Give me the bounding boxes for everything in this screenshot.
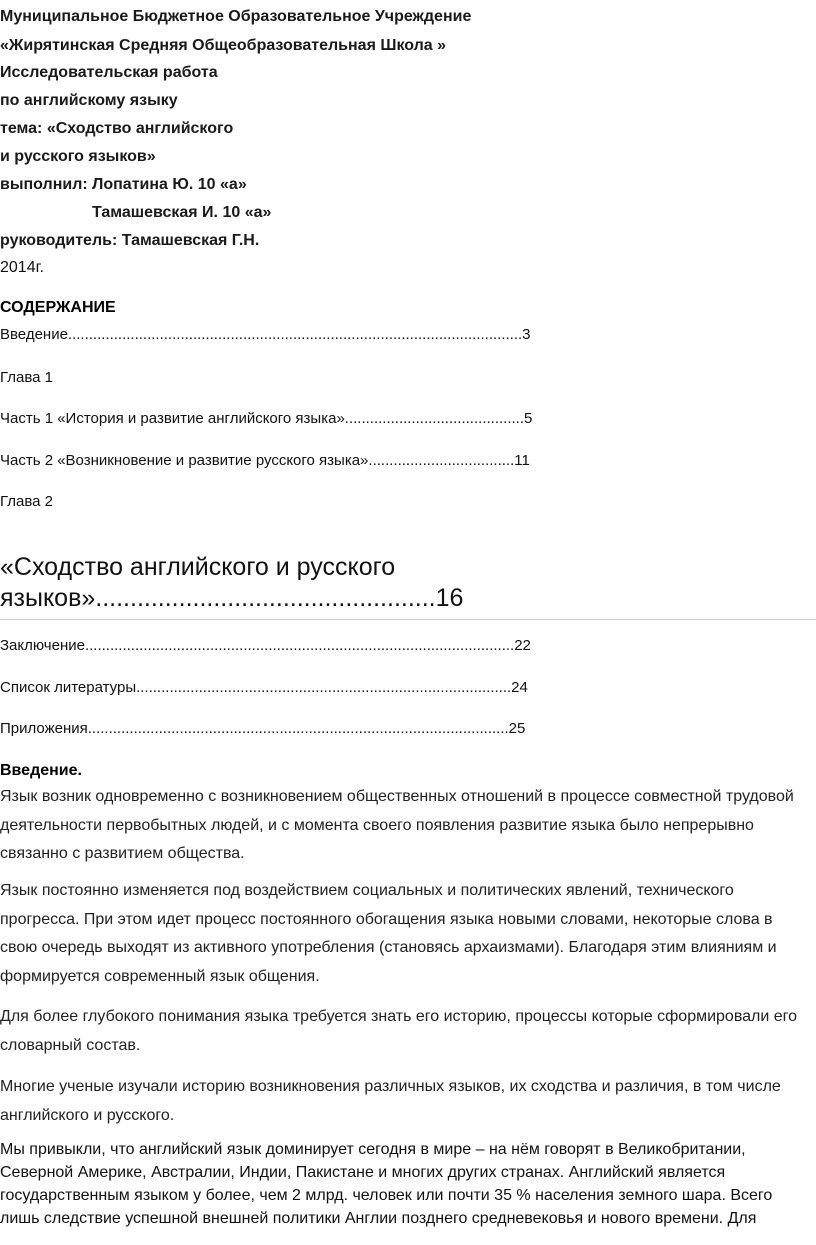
author-line-2: Тамашевская И. 10 «а» xyxy=(92,204,272,221)
toc-item-part-1: Часть 1 «История и развитие английского языка»...........................................5 xyxy=(0,410,533,427)
topic-line-2: и русского языков» xyxy=(0,148,156,165)
toc-item-literature: Список литературы..........................................................................................24 xyxy=(0,679,528,696)
toc-big-title-line-1: «Сходство английского и русского xyxy=(0,553,396,581)
intro-heading: Введение. xyxy=(0,762,82,779)
school-name-line-2: «Жирятинская Средняя Общеобразовательная Школа » xyxy=(0,37,447,54)
intro-paragraph-5: Мы привыкли, что английский язык доминирует сегодня в мире – на нём говорят в Великобритании, Северной Америке, Австралии, Индии, Пакистане и многих других странах. Английский является государственным языком у более, чем 2 млрд. человек или почти 35 % населения земного шара. Всего лишь следствие успешной внешней политики Англии позднего средневековья и нового времени. Для xyxy=(0,1141,773,1227)
year-line: 2014г. xyxy=(0,259,44,276)
work-type-line: Исследовательская работа xyxy=(0,64,218,81)
intro-paragraph-2: Язык постоянно изменяется под воздействием социальных и политических явлений, технического прогресса. При этом идет процесс постоянного обогащения языка новыми словами, некоторые слова в свою очередь выходят из активного употребления (становясь архаизмами). Благодаря этим влияниям и формируется современный язык общения. xyxy=(0,882,777,985)
supervisor-line: руководитель: Тамашевская Г.Н. xyxy=(0,232,260,249)
toc-item-intro: Введение.............................................................................................................3 xyxy=(0,326,531,343)
intro-paragraph-4: Многие ученые изучали историю возникновения различных языков, их сходства и различия, в том числе английского и русского. xyxy=(0,1078,781,1124)
toc-chapter-1: Глава 1 xyxy=(0,369,54,386)
toc-big-title-line-2: языков».................................................16 xyxy=(0,584,464,612)
topic-line: тема: «Сходство английского xyxy=(0,120,234,137)
divider xyxy=(0,619,816,620)
toc-heading: СОДЕРЖАНИЕ xyxy=(0,299,116,316)
toc-item-conclusion: Заключение.......................................................................................................22 xyxy=(0,637,531,654)
intro-paragraph-3: Для более глубокого понимания языка требуется знать его историю, процессы которые сформировали его словарный состав. xyxy=(0,1008,798,1054)
author-line: выполнил: Лопатина Ю. 10 «а» xyxy=(0,176,247,193)
toc-item-appendix: Приложения.....................................................................................................25 xyxy=(0,720,526,737)
toc-chapter-2: Глава 2 xyxy=(0,493,54,510)
toc-item-part-2: Часть 2 «Возникновение и развитие русского языка»...................................11 xyxy=(0,452,530,469)
intro-paragraph-1: Язык возник одновременно с возникновением общественных отношений в процессе совместной трудовой деятельности первобытных людей, и с момента своего появления развитие языка было непрерывно связанно с развитием общества. xyxy=(0,788,794,862)
school-name-line: Муниципальное Бюджетное Образовательное Учреждение xyxy=(0,8,472,25)
subject-line: по английскому языку xyxy=(0,92,178,109)
